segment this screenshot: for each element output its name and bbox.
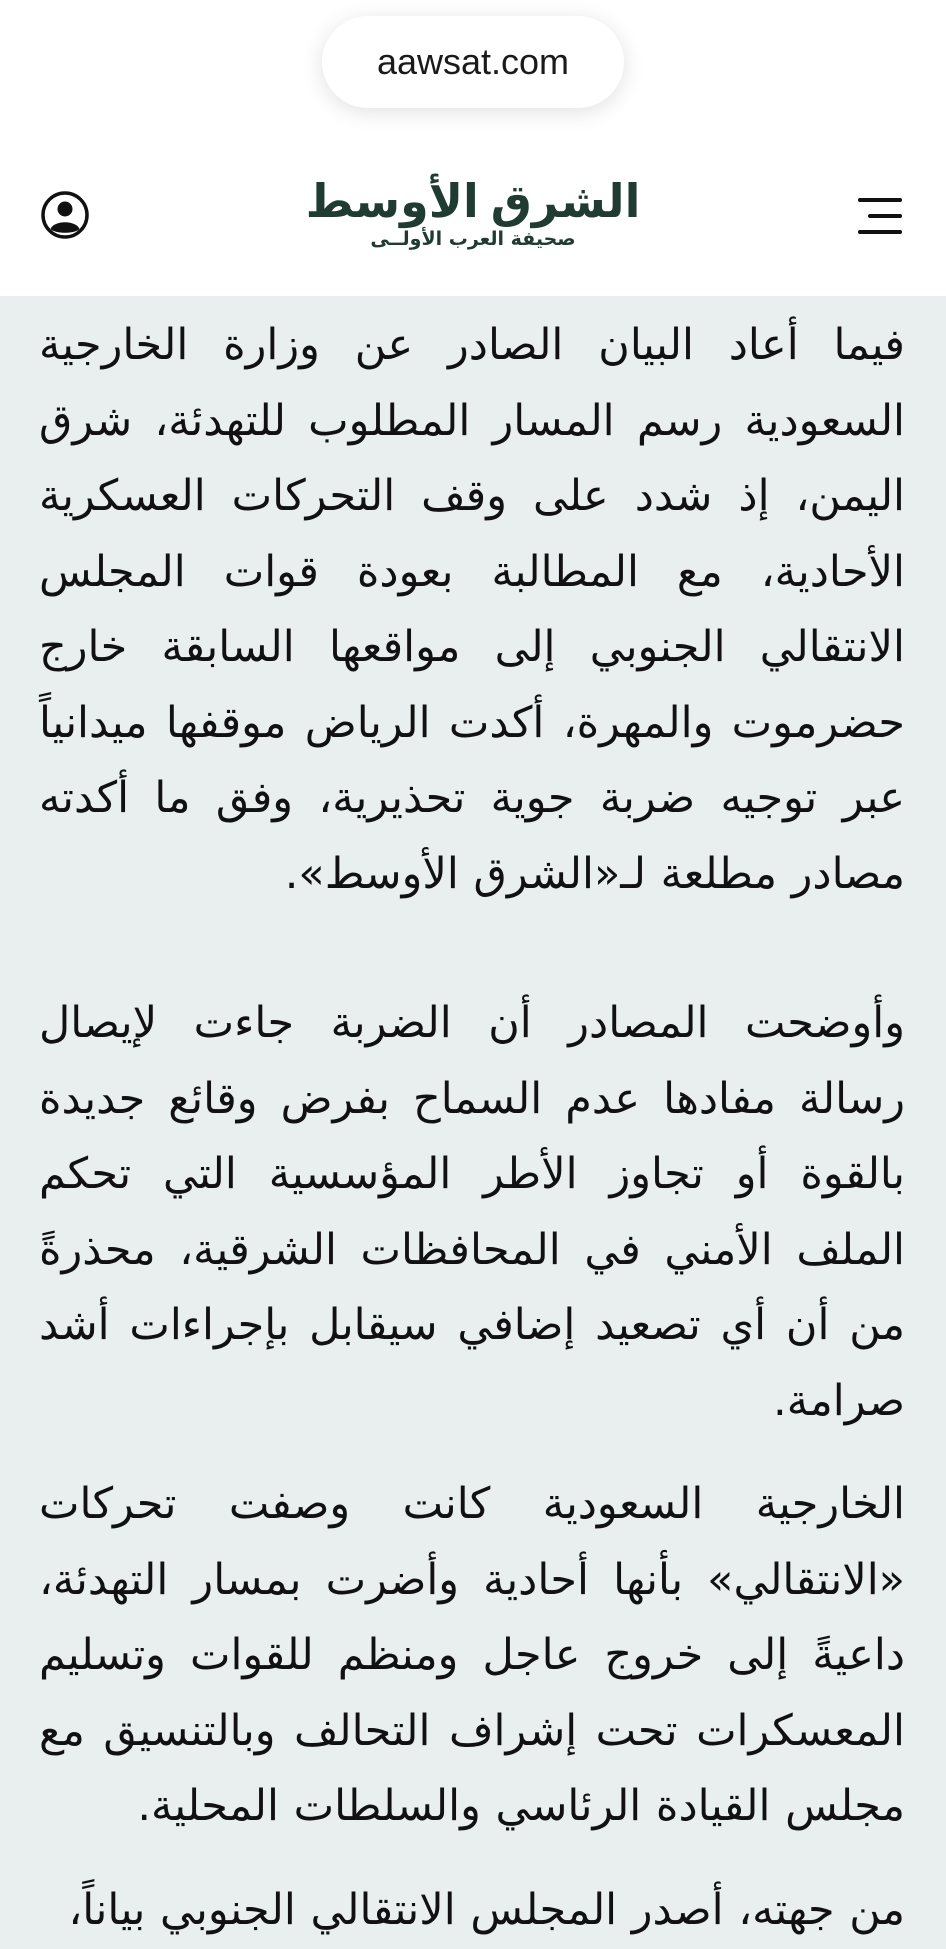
url-bar[interactable] — [322, 16, 624, 108]
logo-word-right: الشرق — [490, 174, 641, 228]
browser-address-area — [0, 0, 946, 130]
logo-wordmark — [305, 174, 641, 228]
site-logo[interactable] — [305, 174, 641, 258]
site-header — [0, 130, 946, 296]
article-paragraph: وأوضحت المصادر أن الضربة جاءت لإيصال رسالة مفادها عدم السماح بفرض وقائع جديدة بالقوة أو تجاوز الأطر المؤسسية التي تحكم الملف الأمني في المحافظات الشرقية، محذرةً من أن أي تصعيد إضافي سيقابل بإجراءات أشد صرامة. — [39, 998, 905, 1426]
logo-word-left: الأوسط — [305, 174, 479, 228]
hamburger-menu-icon[interactable] — [858, 196, 902, 236]
user-account-icon[interactable] — [40, 190, 90, 240]
article-paragraph: فيما أعاد البيان الصادر عن وزارة الخارجية السعودية رسم المسار المطلوب للتهدئة، شرق اليمن، إذ شدد على وقف التحركات العسكرية الأحادية، مع المطالبة بعودة قوات المجلس الانتقالي الجنوبي إلى مواقعها السابقة خارج حضرموت والمهرة، أكدت الرياض موقفها ميدانياً عبر توجيه ضربة جوية تحذيرية، وفق ما أكدته مصادر مطلعة لـ«الشرق الأوسط». — [39, 320, 905, 899]
article-body — [39, 296, 905, 1948]
article-paragraph: من جهته، أصدر المجلس الانتقالي الجنوبي بياناً، — [68, 1884, 905, 1935]
logo-tagline: صحيفة العرب الأولــى — [370, 228, 576, 250]
url-text: aawsat.com — [376, 41, 570, 82]
article-paragraph: الخارجية السعودية كانت وصفت تحركات «الانتقالي» بأنها أحادية وأضرت بمسار التهدئة، داعيةً إلى خروج عاجل ومنظم للقوات وتسليم المعسكرات تحت إشراف التحالف وبالتنسيق مع مجلس القيادة الرئاسي والسلطات المحلية. — [39, 1479, 905, 1831]
